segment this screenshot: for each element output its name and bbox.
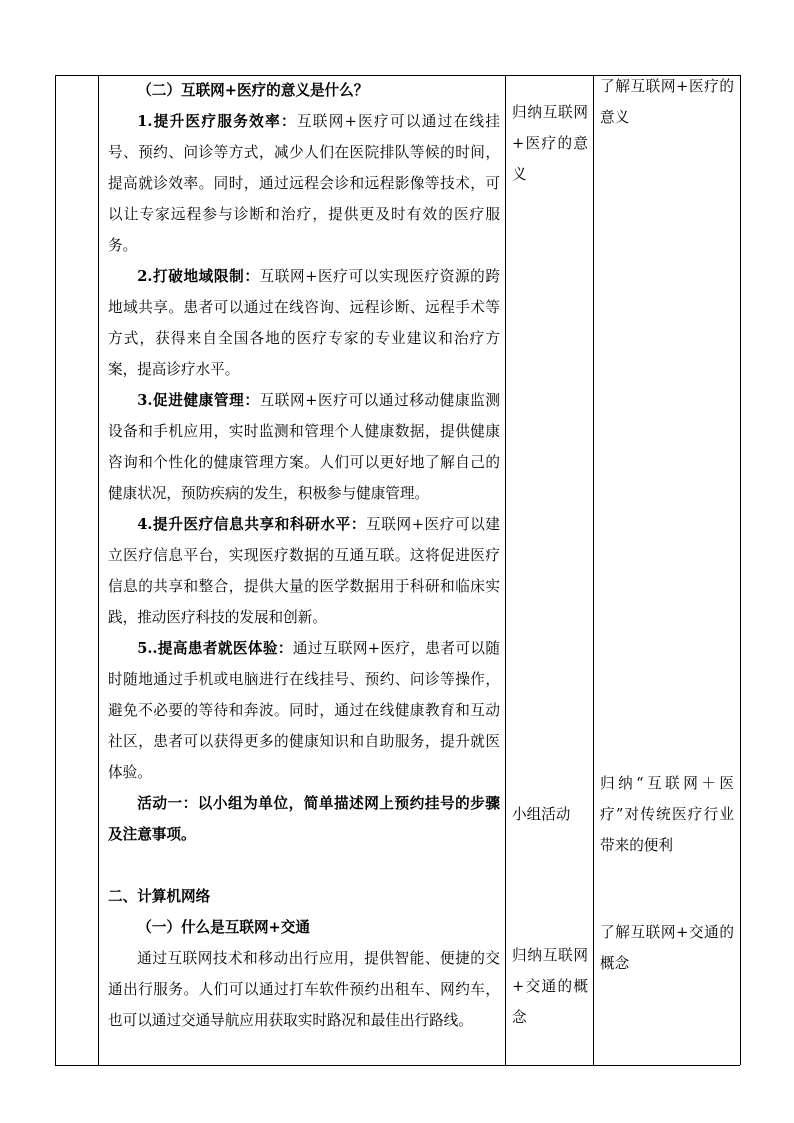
- section2-heading: 二、计算机网络: [108, 888, 211, 905]
- point-paragraph: [108, 633, 500, 788]
- point-paragraph: [108, 509, 500, 633]
- lesson-content-cell: [108, 75, 500, 1036]
- section-heading: （二）互联网+医疗的意义是什么？: [137, 82, 369, 99]
- table-column-divider: [98, 75, 99, 1065]
- point-title: 5..提高患者就医体验：: [137, 640, 293, 657]
- table-column-divider: [593, 75, 594, 1065]
- subsection-heading: （一）什么是互联网+交通: [137, 919, 310, 936]
- table-column-divider: [505, 75, 506, 1065]
- design-intent-note: 了解互联网+交通的概念: [600, 924, 734, 972]
- point-paragraph: [108, 385, 500, 509]
- table-bottom-border: [55, 1065, 740, 1066]
- point-text: 互联网+医疗可以实现医疗资源的跨地域共享。患者可以通过在线咨询、远程诊断、远程手术等方式，获得来自全国各地的医疗专家的专业建议和治疗方案，提高诊疗水平。: [108, 268, 500, 378]
- table-left-border: [55, 75, 56, 1065]
- point-text: 互联网+医疗可以通过在线挂号、预约、问诊等方式，减少人们在医院排队等候的时间，提高就诊效率。同时，通过远程会诊和远程影像等技术，可以让专家远程参与诊断和治疗，提供更及时有效的医疗服务。: [108, 113, 500, 254]
- design-intent-note: 归纳“互联网＋医疗”对传统医疗行业带来的便利: [600, 775, 734, 854]
- student-activity-note: 小组活动: [512, 806, 571, 823]
- subsection-text: 通过互联网技术和移动出行应用，提供智能、便捷的交通出行服务。人们可以通过打车软件预约出租车、网约车，也可以通过交通导航应用获取实时路况和最佳出行路线。: [108, 950, 500, 1029]
- point-text: 互联网+医疗可以建立医疗信息平台，实现医疗数据的互通互联。这将促进医疗信息的共享和整合，提供大量的医学数据用于科研和临床实践，推动医疗科技的发展和创新。: [108, 516, 500, 626]
- design-intent-note: 了解互联网+医疗的意义: [600, 78, 734, 126]
- student-activity-note: 归纳互联网+交通的概念: [512, 947, 588, 1026]
- activity-text: 活动一：以小组为单位，简单描述网上预约挂号的步骤及注意事项。: [108, 795, 500, 843]
- point-title: 4.提升医疗信息共享和科研水平：: [137, 516, 367, 533]
- point-title: 2.打破地域限制：: [137, 268, 260, 285]
- point-paragraph: [108, 261, 500, 385]
- blank-line: [108, 850, 500, 881]
- table-right-border: [740, 75, 741, 1065]
- student-activity-note: 归纳互联网+医疗的意义: [512, 104, 588, 183]
- point-text: 互联网+医疗可以通过移动健康监测设备和手机应用，实时监测和管理个人健康数据，提供健康咨询和个性化的健康管理方案。人们可以更好地了解自己的健康状况，预防疾病的发生，积极参与健康管理。: [108, 392, 500, 502]
- point-title: 3.促进健康管理：: [137, 392, 260, 409]
- point-title: 1.提升医疗服务效率：: [137, 113, 297, 130]
- point-paragraph: [108, 106, 500, 261]
- point-text: 通过互联网+医疗，患者可以随时随地通过手机或电脑进行在线挂号、预约、问诊等操作，避免不必要的等待和奔波。同时，通过在线健康教育和互动社区，患者可以获得更多的健康知识和自助服务，提升就医体验。: [108, 640, 500, 781]
